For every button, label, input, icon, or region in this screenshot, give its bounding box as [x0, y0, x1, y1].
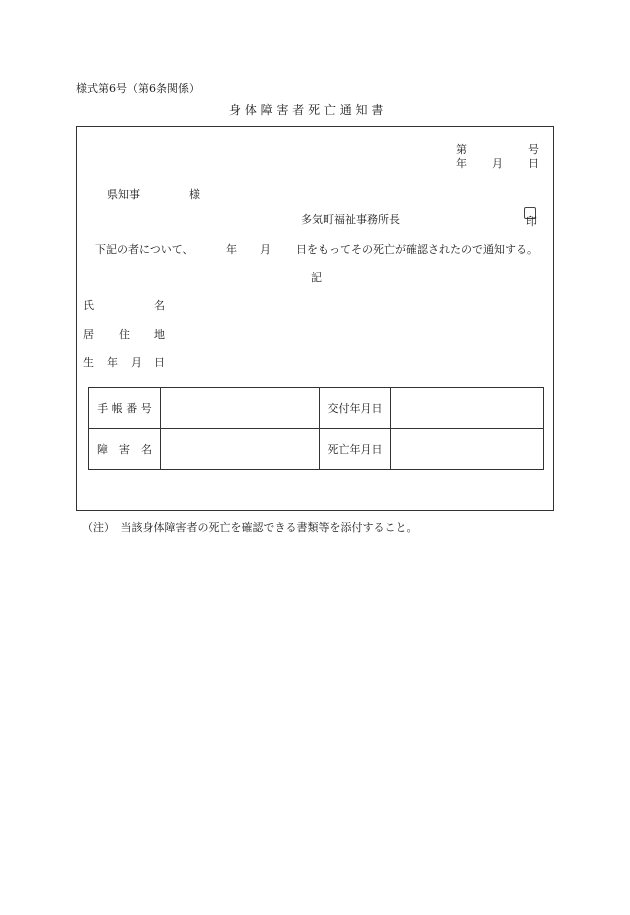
handbook-number-label: 手 帳 番 号	[89, 388, 161, 429]
disability-name-label: 障 害 名	[89, 429, 161, 470]
address-label-2: 住	[119, 328, 130, 341]
seal-mark: 印	[526, 215, 537, 228]
form-number: 様式第6号（第6条関係）	[76, 82, 200, 95]
body-lead: 下記の者について、	[95, 243, 194, 256]
document-title: 身 体 障 害 者 死 亡 通 知 書	[229, 103, 384, 117]
body-month-label: 月	[260, 243, 271, 256]
addressee-governor: 県知事	[107, 188, 140, 201]
dob-label-4: 日	[154, 356, 165, 369]
table-row	[89, 388, 544, 429]
dob-label-3: 月	[131, 356, 142, 369]
handbook-number-cell[interactable]	[161, 388, 320, 429]
ki-heading: 記	[311, 271, 322, 284]
issue-date-label: 交付年月日	[320, 388, 391, 429]
date-year-label: 年	[456, 157, 467, 170]
info-table	[88, 387, 544, 470]
dob-label-1: 生	[83, 356, 94, 369]
address-label-3: 地	[154, 328, 165, 341]
addressee-honorific: 様	[189, 188, 200, 201]
body-year-label: 年	[226, 243, 237, 256]
name-label-1: 氏	[83, 299, 94, 312]
number-suffix: 号	[528, 143, 539, 156]
address-label-1: 居	[83, 328, 94, 341]
number-prefix: 第	[456, 143, 467, 156]
sender-office: 多気町福祉事務所長	[301, 213, 400, 226]
date-month-label: 月	[492, 157, 503, 170]
disability-name-cell[interactable]	[161, 429, 320, 470]
dob-label-2: 年	[107, 356, 118, 369]
body-rest: 日をもってその死亡が確認されたので通知する。	[296, 243, 538, 256]
name-label-2: 名	[154, 299, 165, 312]
death-date-label: 死亡年月日	[320, 429, 391, 470]
death-date-cell[interactable]	[391, 429, 544, 470]
date-day-label: 日	[528, 157, 539, 170]
table-row	[89, 429, 544, 470]
footnote: （注） 当該身体障害者の死亡を確認できる書類等を添付すること。	[82, 521, 418, 534]
issue-date-cell[interactable]	[391, 388, 544, 429]
